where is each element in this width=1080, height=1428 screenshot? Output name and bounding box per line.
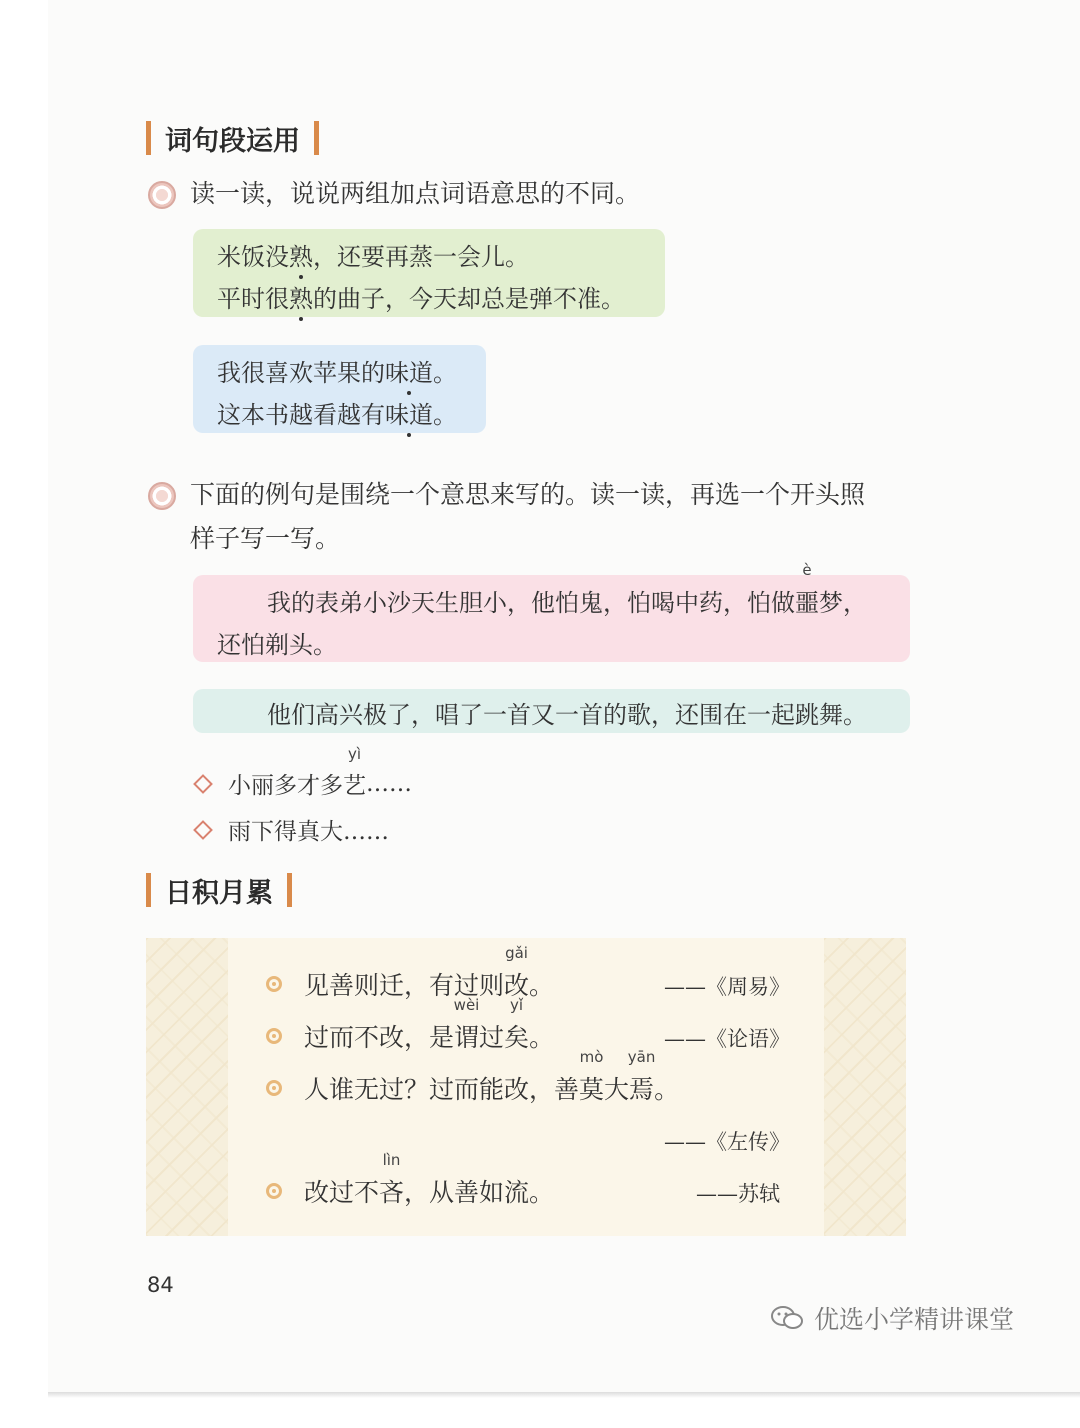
quote-bullet-icon xyxy=(266,1028,282,1044)
quote-line-1: 见善则迁，有过则 gǎi 改。 xyxy=(304,944,555,1000)
watermark xyxy=(770,1300,1014,1336)
quote-line-4: 改过不 lìn 吝，从善如流。 xyxy=(304,1151,555,1207)
quote-bullet-icon xyxy=(266,976,282,992)
dotted-word: 熟 xyxy=(289,285,313,313)
prompt-item-1: 小丽多才多 yì 艺 …… xyxy=(194,767,412,800)
blue-example-box xyxy=(193,345,486,433)
section-title-text: 词句段运用 xyxy=(165,125,300,157)
section-title-text: 日积月累 xyxy=(165,877,273,909)
question-1-instruction: 读一读，说说两组加点词语意思的不同。 xyxy=(190,179,641,208)
page-edge-shadow xyxy=(48,1392,1080,1398)
diamond-bullet-icon xyxy=(193,820,213,840)
title-bar-right xyxy=(314,121,319,155)
quote-source-3: ——《左传》 xyxy=(664,1130,790,1154)
panel-pattern-right xyxy=(824,938,906,1236)
section-title-ri-ji-yue-lei xyxy=(146,870,292,910)
question-2-instruction-line-2: 样子写一写。 xyxy=(190,524,341,553)
dotted-word: 味道 xyxy=(385,359,433,387)
quotes-panel xyxy=(146,938,906,1236)
title-bar-left xyxy=(146,873,151,907)
ruby-annotated-char: yì 艺 xyxy=(343,745,366,799)
watermark-text: 优选小学精讲课堂 xyxy=(814,1305,1015,1334)
ruby-annotated-char: gǎi 改 xyxy=(504,944,530,1000)
quote-bullet-icon xyxy=(266,1183,282,1199)
quote-bullet-icon xyxy=(266,1080,282,1096)
quote-line-3: 人谁无过？过而能改，善 mò 莫大 yān 焉。 xyxy=(304,1048,680,1104)
green-line-2: 平时很熟的曲子，今天却总是弹不准。 xyxy=(217,285,625,313)
page-number: 84 xyxy=(147,1273,174,1297)
ruby-annotated-char: wèi 谓 xyxy=(453,996,480,1052)
wechat-icon xyxy=(770,1304,804,1332)
green-line-1: 米饭没熟，还要再蒸一会儿。 xyxy=(217,243,529,271)
ruby-annotated-char: mò 莫 xyxy=(579,1048,605,1104)
ruby-annotated-char: lìn 吝 xyxy=(379,1151,405,1207)
pinyin: è xyxy=(802,561,812,579)
dotted-word: 熟 xyxy=(289,243,313,271)
section-title-ci-ju-duan xyxy=(146,118,319,158)
title-bar-left xyxy=(146,121,151,155)
question-marker-icon xyxy=(148,181,176,209)
title-bar-right xyxy=(287,873,292,907)
teal-example-box xyxy=(193,689,910,733)
ruby-annotated-char: yǐ 矣 xyxy=(504,996,530,1052)
dotted-word: 味道 xyxy=(385,401,433,429)
quote-source-2: ——《论语》 xyxy=(664,1027,790,1051)
green-example-box xyxy=(193,229,665,317)
diamond-bullet-icon xyxy=(193,774,213,794)
ruby-annotated-char: è 噩 xyxy=(795,561,819,617)
blue-line-2: 这本书越看越有味道。 xyxy=(217,401,457,429)
question-marker-icon xyxy=(148,482,176,510)
quote-source-1: ——《周易》 xyxy=(664,975,790,999)
panel-pattern-left xyxy=(146,938,228,1236)
quote-line-2: 过而不改，是 wèi 谓过 yǐ 矣。 xyxy=(304,996,555,1052)
pink-line-2: 还怕剃头。 xyxy=(217,631,337,659)
teal-line-1: 他们高兴极了，唱了一首又一首的歌，还围在一起跳舞。 xyxy=(267,701,867,729)
ruby-annotated-char: yān 焉 xyxy=(627,1048,656,1104)
pink-line-1: 我的表弟小沙天生胆小，他怕鬼，怕喝中药，怕做 è 噩梦， xyxy=(267,561,867,617)
prompt-item-2: 雨下得真大…… xyxy=(194,813,389,846)
blue-line-1: 我很喜欢苹果的味道。 xyxy=(217,359,457,387)
quote-source-4: ——苏轼 xyxy=(696,1182,780,1206)
pink-example-box xyxy=(193,561,910,662)
question-2-instruction-line-1: 下面的例句是围绕一个意思来写的。读一读，再选一个开头照 xyxy=(190,480,866,509)
